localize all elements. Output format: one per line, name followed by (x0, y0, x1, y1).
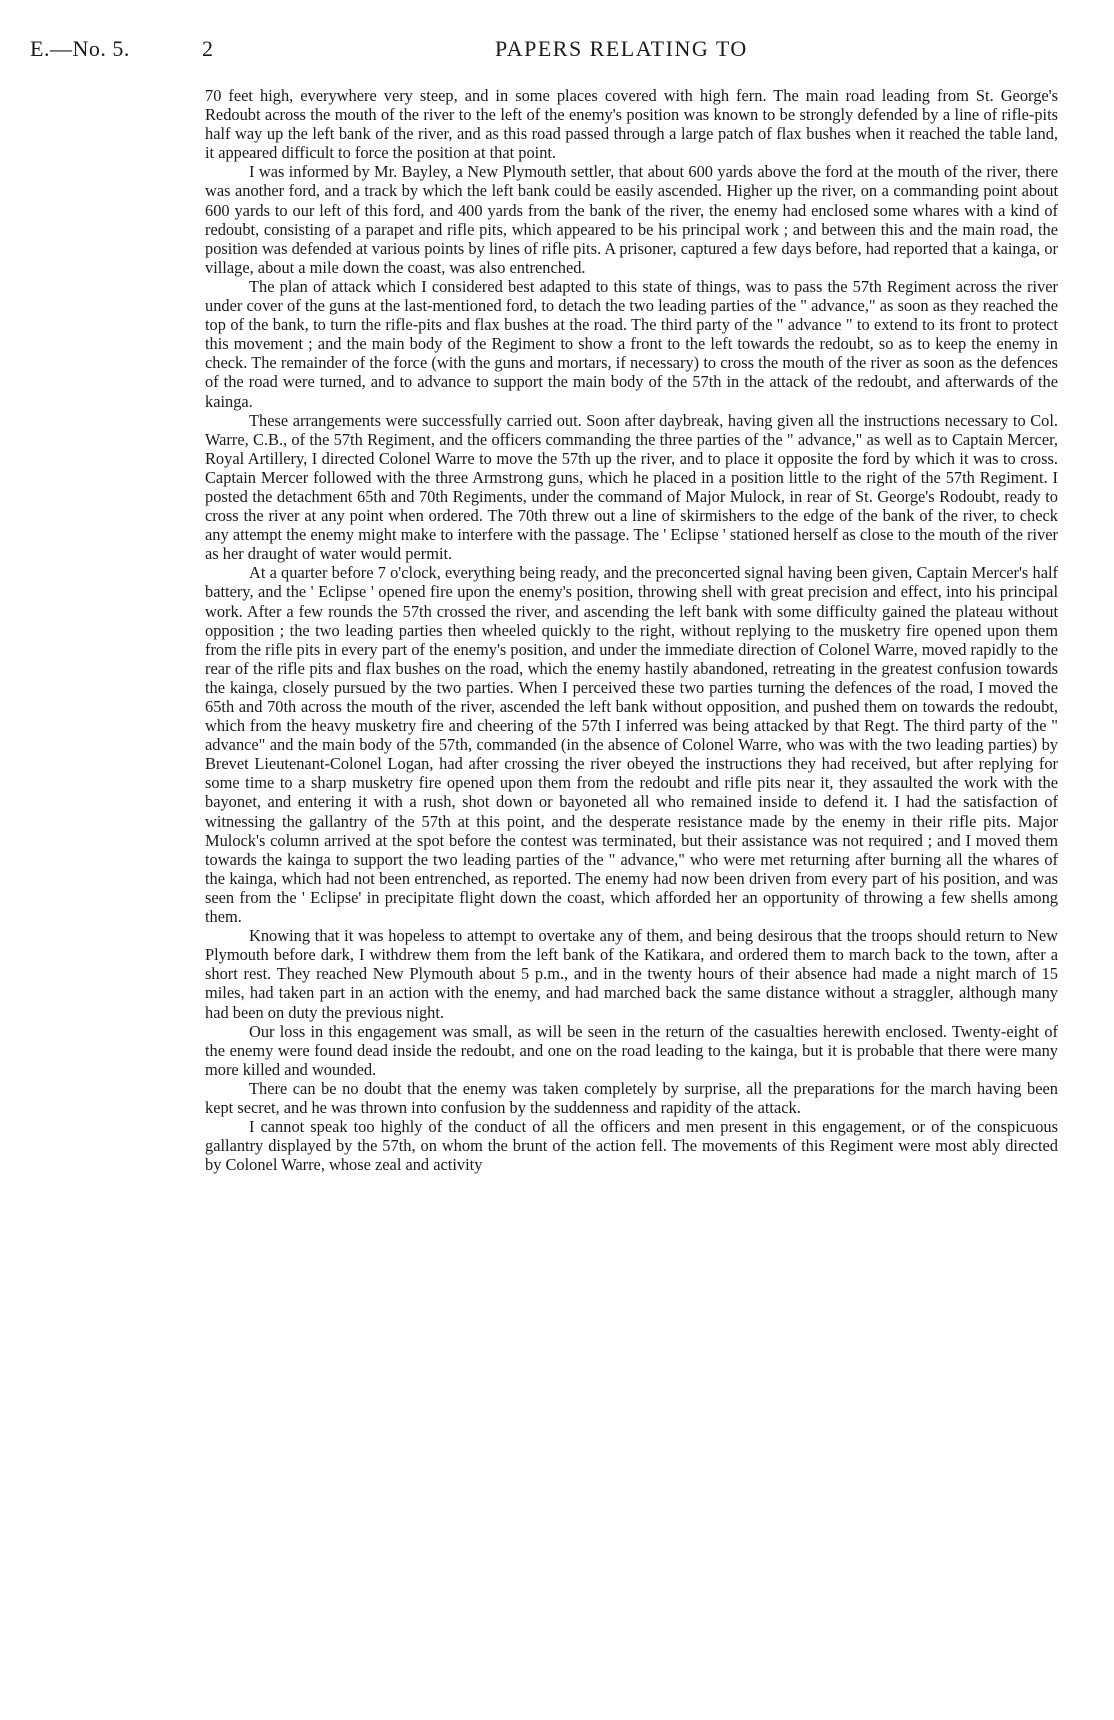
paragraph: I cannot speak too highly of the conduct of all the officers and men present in this engagement, or of the conspicuous gallantry displayed by the 57th, on whom the brunt of the action fell. The movements of this Regiment were most ably directed by Colonel Warre, whose zeal and activity (205, 1117, 1058, 1175)
paragraph: Our loss in this engagement was small, as will be seen in the return of the casualties herewith enclosed. Twenty-eight of the enemy were found dead inside the redoubt, and one on the road leading to the kainga, but it is probable that there were many more killed and wounded. (205, 1021, 1058, 1079)
paragraph: Knowing that it was hopeless to attempt to overtake any of them, and being desirous that the troops should return to New Plymouth before dark, I withdrew them from the left bank of the Katikara, and ordered them to march back to the town, after a short rest. They reached New Plymouth about 5 p.m., and in the twenty hours of their absence had made a night march of 15 miles, had taken part in an action with the enemy, and had marched back the same distance without a straggler, although many had been on duty the previous night. (205, 926, 1058, 1022)
paragraph: There can be no doubt that the enemy was taken completely by surprise, all the preparations for the march having been kept secret, and he was thrown into confusion by the suddenness and rapidity of the attack. (205, 1078, 1058, 1117)
document-number: E.—No. 5. (30, 36, 130, 61)
paragraph: 70 feet high, everywhere very steep, and in some places covered with high fern. The main road leading from St. George's Redoubt across the mouth of the river to the left of the enemy's position was known to be strongly defended by a line of rifle-pits half way up the left bank of the river, and as this road passed through a large patch of flax bushes when it reached the table land, it appeared difficult to force the position at that point. (205, 86, 1058, 163)
page-number: 2 (202, 36, 214, 61)
paragraph: I was informed by Mr. Bayley, a New Plymouth settler, that about 600 yards above the ford at the mouth of the river, there was another ford, and a track by which the left bank could be easily ascended. Higher up the river, on a commanding point about 600 yards to our left of this ford, and 400 yards from the bank of the river, the enemy had enclosed some whares with a kind of redoubt, consisting of a parapet and rifle pits, which appeared to be his principal work ; and between this and the main road, the position was defended at various points by lines of rifle pits. A prisoner, captured a few days before, had reported that a kainga, or village, about a mile down the coast, was also entrenched. (205, 162, 1058, 277)
body-text (205, 86, 1058, 1174)
paragraph: At a quarter before 7 o'clock, everything being ready, and the preconcerted signal having been given, Captain Mercer's half battery, and the ' Eclipse ' opened fire upon the enemy's position, throwing shell with great precision and effect, into his principal work. After a few rounds the 57th crossed the river, and ascending the left bank with some difficulty gained the plateau without opposition ; the two leading parties then wheeled quickly to the right, without replying to the musketry fire opened upon them from the rifle pits in every part of the enemy's position, and under the immediate direction of Colonel Warre, moved rapidly to the rear of the rifle pits and flax bushes on the road, which the enemy hastily abandoned, retreating in the greatest confusion towards the kainga, closely pursued by the two parties. When I perceived these two parties turning the defences of the road, I moved the 65th and 70th across the mouth of the river, ascended the left bank without opposition, and pushed them on towards the redoubt, which from the heavy musketry fire and cheering of the 57th I inferred was being attacked by that Regt. The third party of the " advance" and the main body of the 57th, commanded (in the absence of Colonel Warre, who was with the two leading parties) by Brevet Lieutenant-Colonel Logan, had after crossing the river obeyed the instructions they had received, but after replying for some time to a sharp musketry fire opened upon them from the redoubt and rifle pits near it, they assaulted the work with the bayonet, and entering it with a rush, shot down or bayoneted all who remained inside to defend it. I had the satisfaction of witnessing the gallantry of the 57th at this point, and the desperate resistance made by the enemy in their rifle pits. Major Mulock's column arrived at the spot before the contest was terminated, but their assistance was not required ; and I moved them towards the kainga to support the two leading parties of the " advance," who were met returning after burning all the whares of the kainga, which had not been entrenched, as reported. The enemy had now been driven from every part of his position, and was seen from the ' Eclipse' in precipitate flight down the coast, which afforded her an opportunity of throwing a few shells among them. (205, 563, 1058, 927)
paragraph: The plan of attack which I considered best adapted to this state of things, was to pass the 57th Regiment across the river under cover of the guns at the last-mentioned ford, to detach the two leading parties of the " advance," as soon as they reached the top of the bank, to turn the rifle-pits and flax bushes at the road. The third party of the " advance " to extend to its front to protect this movement ; and the main body of the Regiment to show a front to the left towards the redoubt, so as to keep the enemy in check. The remainder of the force (with the guns and mortars, if necessary) to cross the mouth of the river as soon as the defences of the road were turned, and to advance to support the main body of the 57th in the attack of the redoubt, and afterwards of the kainga. (205, 276, 1058, 411)
paragraph: These arrangements were successfully carried out. Soon after daybreak, having given all the instructions necessary to Col. Warre, C.B., of the 57th Regiment, and the officers commanding the three parties of the " advance," as well as to Captain Mercer, Royal Artillery, I directed Colonel Warre to move the 57th up the river, and to place it opposite the ford by which it was to cross. Captain Mercer followed with the three Armstrong guns, which he placed in a position little to the right of the 57th Regiment. I posted the detachment 65th and 70th Regiments, under the command of Major Mulock, in rear of St. George's Rodoubt, ready to cross the river at any point when ordered. The 70th threw out a line of skirmishers to the edge of the bank of the river, to check any attempt the enemy might make to interfere with the passage. The ' Eclipse ' stationed herself as close to the mouth of the river as her draught of water would permit. (205, 410, 1058, 564)
page-header (30, 36, 1084, 66)
running-title: PAPERS RELATING TO (495, 36, 748, 61)
